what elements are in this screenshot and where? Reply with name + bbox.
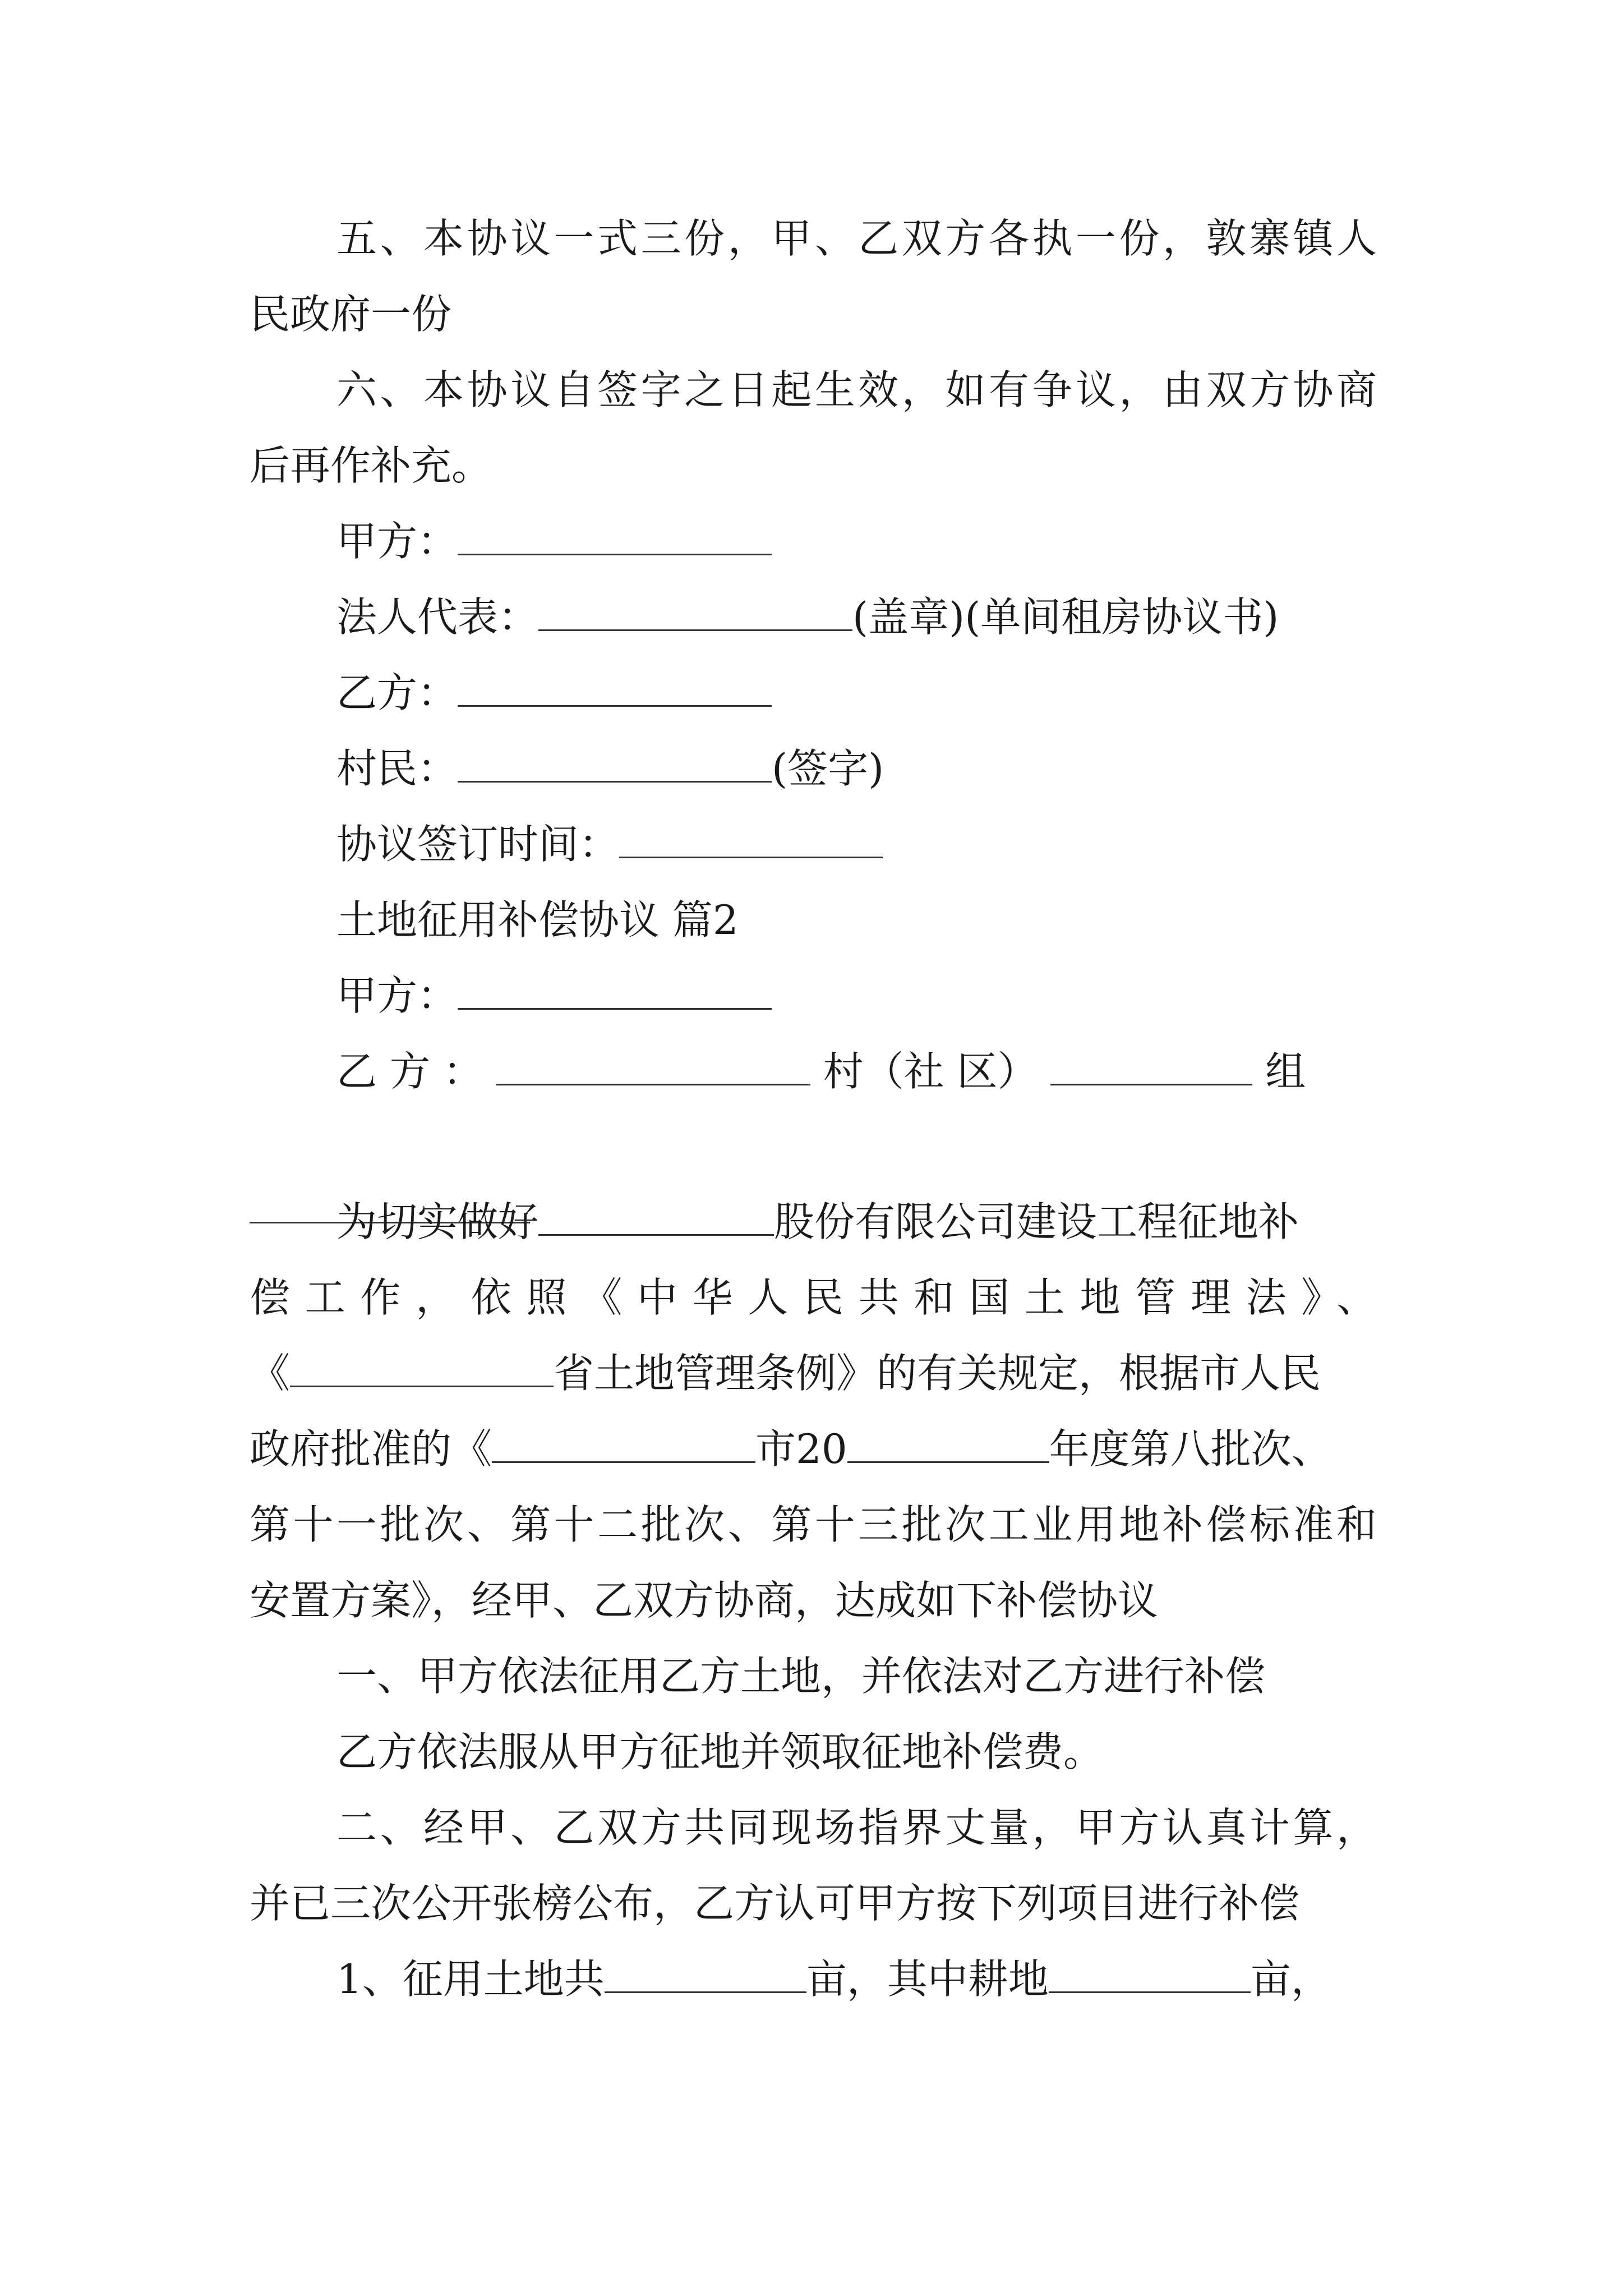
item-1-text-b: 亩，其中耕地 xyxy=(806,1955,1049,2003)
group-label: 组 xyxy=(1265,1048,1306,1095)
article-2-line-1: 二、经甲、乙双方共同现场指界丈量，甲方认真计算， xyxy=(336,1804,1377,1851)
party-a-line xyxy=(336,513,1377,569)
preamble-text-3a: 《 xyxy=(250,1350,291,1397)
villager-blank[interactable] xyxy=(458,744,772,783)
party-a-label: 甲方： xyxy=(336,518,458,565)
sign-date-blank[interactable] xyxy=(619,820,883,858)
year-blank[interactable] xyxy=(847,1424,1049,1463)
village-blank[interactable] xyxy=(496,1047,810,1085)
province-blank[interactable] xyxy=(290,1349,554,1387)
preamble-line-2: 偿工作，依照《中华人民共和国土地管理法》、 xyxy=(250,1274,1377,1321)
preamble-line-5: 第十一批次、第十二批次、第十三批次工业用地补偿标准和 xyxy=(250,1501,1377,1548)
seal-note: (盖章)(单间租房协议书) xyxy=(852,593,1279,641)
party-a-label-2: 甲方： xyxy=(336,972,458,1019)
preamble-text-1b: 股份有限公司建设工程征地补 xyxy=(774,1198,1299,1245)
legal-rep-label: 法人代表： xyxy=(336,593,539,641)
section-heading: 土地征用补偿协议 篇2 xyxy=(336,896,739,944)
preamble-line-3 xyxy=(250,1345,1377,1401)
village-community-label: 村（社 区） xyxy=(823,1048,1038,1095)
preamble-text-4c: 年度第八批次、 xyxy=(1049,1425,1332,1473)
clause-6-line-2: 后再作补充。 xyxy=(250,442,492,489)
party-a-line-2 xyxy=(336,968,1377,1024)
item-1-line xyxy=(336,1951,1377,2007)
article-1-line-1: 一、甲方依法征用乙方土地，并依法对乙方进行补偿 xyxy=(336,1653,1266,1700)
article-2-line-2: 并已三次公开张榜公布，乙方认可甲方按下列项目进行补偿 xyxy=(250,1880,1300,1927)
company-name-blank[interactable] xyxy=(538,1197,774,1236)
sign-date-label: 协议签订时间： xyxy=(336,821,620,868)
party-a-blank[interactable] xyxy=(458,517,772,555)
article-1-line-2: 乙方依法服从甲方征地并领取征地补偿费。 xyxy=(336,1728,1104,1775)
preamble-text-3b: 省土地管理条例》的有关规定，根据市人民 xyxy=(554,1350,1321,1397)
legal-rep-line xyxy=(336,589,1377,645)
city-blank[interactable] xyxy=(492,1424,755,1463)
total-land-blank[interactable] xyxy=(605,1954,806,1993)
villager-line xyxy=(336,740,1377,797)
preamble-line-6: 安置方案》，经甲、乙双方协商，达成如下补偿协议 xyxy=(250,1577,1159,1624)
preamble-text-1a: 为切实做好 xyxy=(336,1198,539,1245)
signature-note: (签字) xyxy=(772,745,884,792)
item-1-text-a: 1、征用土地共 xyxy=(336,1955,605,2003)
party-b-label: 乙方： xyxy=(336,669,458,716)
preamble-line-1 xyxy=(336,1194,1377,1250)
farmland-blank[interactable] xyxy=(1049,1954,1251,1993)
community-blank[interactable] xyxy=(1050,1047,1252,1085)
clause-6-line-1: 六、本协议自签字之日起生效，如有争议，由双方协商 xyxy=(336,366,1377,413)
party-b-blank[interactable] xyxy=(458,668,772,707)
clause-5-line-1: 五、本协议一式三份，甲、乙双方各执一份，敦寨镇人 xyxy=(336,215,1377,262)
preamble-text-4b: 市20 xyxy=(755,1425,847,1473)
clause-5-line-2: 民政府一份 xyxy=(250,291,452,338)
preamble-line-4 xyxy=(250,1421,1377,1477)
party-a-blank-2[interactable] xyxy=(458,971,772,1010)
legal-rep-blank[interactable] xyxy=(538,592,852,631)
preamble-text-4a: 政府批准的《 xyxy=(250,1425,492,1473)
villager-label: 村民： xyxy=(336,745,458,792)
party-b-label-2: 乙 方 ： xyxy=(336,1048,483,1095)
party-b-line xyxy=(336,665,1377,721)
party-b-line-2 xyxy=(336,1043,1377,1099)
item-1-text-c: 亩， xyxy=(1250,1955,1331,2003)
sign-date-line xyxy=(336,816,1377,872)
